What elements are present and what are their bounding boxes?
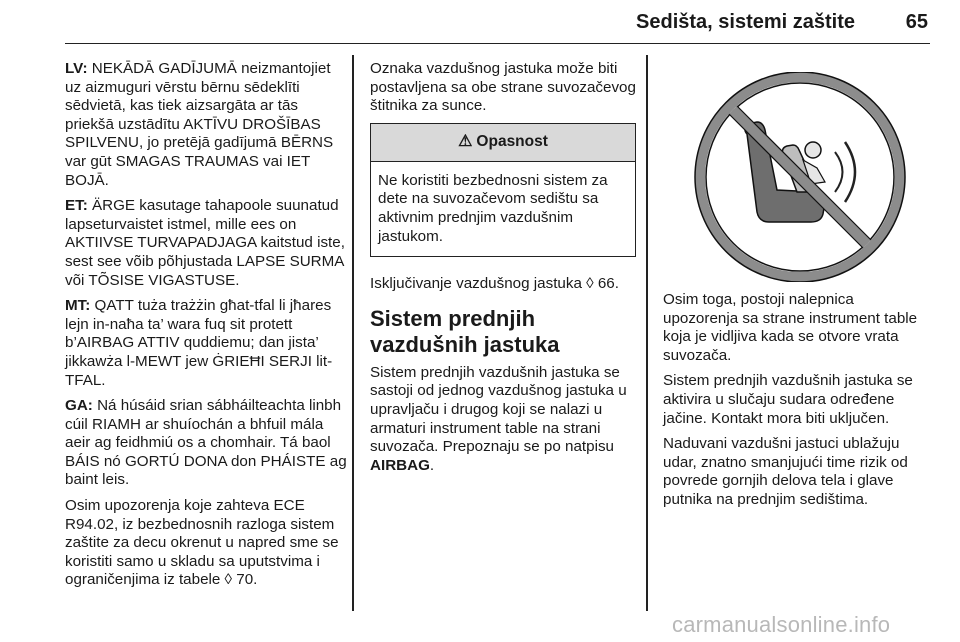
paragraph-lv	[65, 60, 347, 190]
column-divider	[352, 55, 354, 611]
danger-box-text: Ne koristiti bezbednosni sistem za dete na suvozačevom sedištu sa aktivnim prednjim vazdušnim jastukom.	[378, 171, 608, 245]
paragraph-mt	[65, 297, 347, 390]
paragraph: Naduvani vazdušni jastuci ublažuju udar, znatno smanjujući time rizik od povrede gornjih delova tela i glave putnika na prednjim sedištima.	[663, 435, 908, 508]
page-title: Sedišta, sistemi zaštite	[636, 11, 855, 33]
danger-box-header	[371, 124, 635, 162]
paragraph: Sistem prednjih vazdušnih jastuka se aktivira u slučaju sudara određene jačine. Kontakt mora biti uključen.	[663, 372, 913, 427]
warning-text: ÄRGE kasutage tahapoole suunatud lapseturvaistet istmel, mille ees on AKTIIVSE TURVAPADJAGA kaitstud iste, sest see võib põhjustada LAPSE SURMA või TÕSISE VIGASTUSE.	[65, 197, 345, 289]
no-rear-facing-child-seat-icon	[685, 72, 915, 282]
body-text: Osim upozorenja koje zahteva ECE R94.02, iz bezbednosnih razloga sistem zaštite za decu okrenut u napred sme se koristiti samo u skladu sa uputstvima i ograničenjima iz tabele ◊ 70.	[65, 497, 339, 589]
language-code: ET:	[65, 197, 88, 215]
disable-reference: Isključivanje vazdušnog jastuka ◊ 66.	[370, 275, 619, 293]
section-title: Sistem prednjih vazdušnih jastuka	[370, 305, 560, 357]
danger-box	[370, 123, 636, 257]
intro-paragraph: Oznaka vazdušnog jastuka može biti postavljena sa obe strane suvozačevog štitnika za sunce.	[370, 60, 636, 115]
column-middle	[370, 60, 636, 482]
column-left	[65, 60, 347, 597]
paragraph-et	[65, 197, 347, 290]
page-number: 65	[905, 11, 928, 33]
language-code: GA:	[65, 397, 93, 415]
column-right	[663, 291, 931, 517]
watermark: carmanualsonline.info	[672, 612, 891, 637]
warning-text: Ná húsáid srian sábháilteachta linbh cúil RIAMH ar shuíochán a bhfuil mála aeir ag feidhmiú os a chomhair. Tá baol BÁIS nó GORTÚ DONA don PHÁISTE ag baint leis.	[65, 397, 347, 489]
section-paragraph: Sistem prednjih vazdušnih jastuka se sastoji od jednog vazdušnog jastuka u upravljaču i drugog koji se nalazi u armaturi instrument table na strani suvozača. Prepoznaju se po natpisu AIRBAG.	[370, 363, 627, 474]
paragraph-ece	[65, 497, 347, 590]
warning-text: QATT tuża trażżin għat-tfal li jħares lejn in-naħa ta’ wara fuq sit protett b’AIRBAG ATTIV quddiemu; dan jista’ jikkawża l-MEWT jew ĠRIEĦI SERJI lit-TFAL.	[65, 297, 333, 389]
warning-text: NEKĀDĀ GADĪJUMĀ neizmantojiet uz aizmuguri vērstu bērnu sēdeklīti sēdvietā, kas tiek aizsargāta ar tās priekšā uzstādītu AKTĪVU DROŠĪBAS SPILVENU, jo pretējā gadījumā BĒRNS var gūt SMAGAS TRAUMAS vai IET BOJĀ.	[65, 60, 334, 189]
warning-triangle-icon: ⚠	[458, 132, 473, 150]
paragraph: Osim toga, postoji nalepnica upozorenja sa strane instrument table koja je vidljiva kada se otvore vrata suvozača.	[663, 291, 918, 364]
column-divider	[646, 55, 648, 611]
airbag-label: AIRBAG	[370, 456, 430, 474]
language-code: LV:	[65, 60, 88, 77]
language-code: MT:	[65, 297, 91, 315]
paragraph-ga	[65, 397, 347, 490]
danger-box-title: Opasnost	[476, 132, 548, 150]
page-header	[65, 0, 930, 44]
